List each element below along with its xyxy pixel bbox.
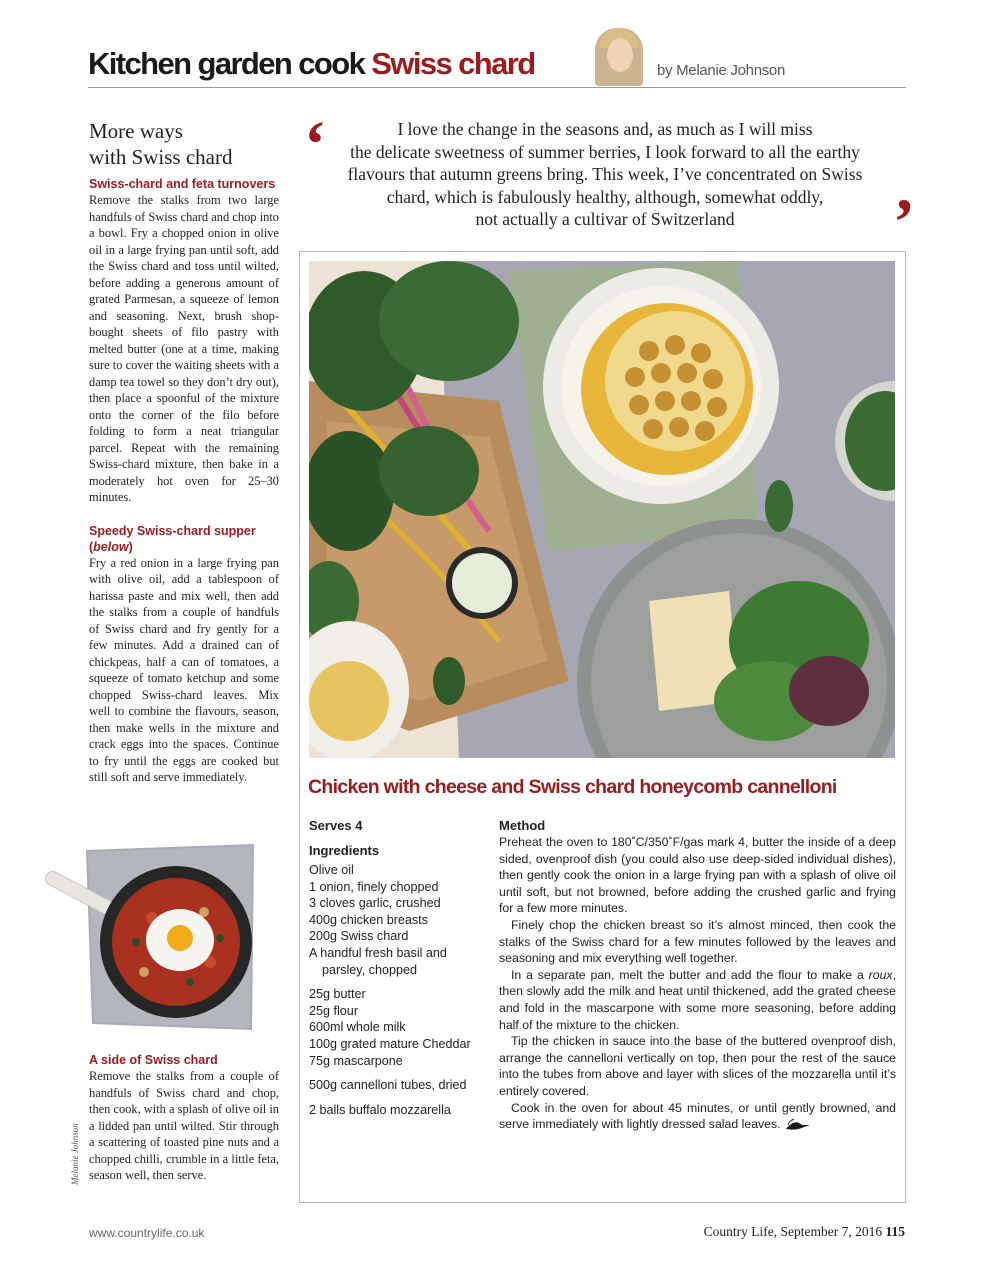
- turnovers-body: Remove the stalks from two large handfuls of Swiss chard and chop into a bowl. Fry a chopped onion in olive oil in a large frying pan until soft, add the Swiss chard and toss until wilted, before adding a generous amount of grated Parmesan, a squeeze of lemon and seasoning. Next, brush shop-bought sheets of filo pastry with melted butter (one at a time, making sure to cover the waiting sheets with a damp tea towel so they don’t dry out), then place a spoonful of the mixture onto the corner of the filo before folding to form a neat triangular parcel. Repeat with the remaining Swiss-chard mixture, then bake in a moderately hot oven for 25–30 minutes.: [89, 193, 279, 504]
- ingredient-item: 100g grated mature Cheddar: [309, 1036, 471, 1051]
- photo-credit: Melanie Johnson: [70, 1123, 80, 1185]
- peacock-end-icon: [784, 1119, 812, 1131]
- supper-section: [89, 523, 279, 786]
- method-step: Preheat the oven to 180˚C/350˚F/gas mark 4, butter the inside of a deep sided, ovenproof dish (you could also use deep-sided individual dishes), then gently cook the onion in a large frying pan with a splash of olive oil until soft, but not browned, before adding the crushed garlic and frying for a few more minutes.: [499, 835, 896, 916]
- method-step: Cook in the oven for about 45 minutes, or until gently browned, and serve immediately with lightly dressed salad leaves.: [499, 1100, 896, 1132]
- side-dish-section: [89, 1052, 279, 1184]
- turnovers-title: Swiss-chard and feta turnovers: [89, 177, 276, 191]
- topic-title: Swiss chard: [371, 46, 535, 81]
- column-title: Kitchen garden cook: [88, 46, 365, 81]
- open-quote-mark: ‘: [304, 108, 326, 181]
- ingredients-group-1: [309, 862, 489, 978]
- turnovers-section: [89, 176, 279, 506]
- page-header: [88, 40, 906, 88]
- ingredient-item: Olive oil: [309, 863, 354, 877]
- footer-issue: Country Life, September 7, 2016 115: [703, 1224, 905, 1239]
- cannelloni-photo: [309, 261, 895, 758]
- ingredient-item: 400g chicken breasts: [309, 912, 429, 927]
- method-step: Finely chop the chicken breast so it’s almost minced, then cook the stalks of the Swiss chard for a few minutes followed by the leaves and seasoning and mix everything well together.: [499, 917, 896, 966]
- byline: by Melanie Johnson: [657, 62, 786, 79]
- ingredients-column: [309, 818, 489, 1118]
- ingredients-group-2: [309, 986, 489, 1069]
- ingredient-item: 75g mascarpone: [309, 1053, 403, 1068]
- ingredient-item: 200g Swiss chard: [309, 929, 409, 944]
- ingredient-item: 3 cloves garlic, crushed: [309, 896, 441, 911]
- ingredients-label: Ingredients: [309, 843, 380, 858]
- shakshuka-pan-photo: [40, 842, 258, 1034]
- side-dish-title: A side of Swiss chard: [89, 1053, 218, 1067]
- page-title: [88, 46, 535, 82]
- sidebar-heading: More ways with Swiss chard: [89, 119, 233, 169]
- serves-label: Serves 4: [309, 818, 363, 833]
- ingredient-item: 600ml whole milk: [309, 1020, 406, 1035]
- close-quote-mark: ’: [893, 186, 915, 259]
- recipe-title: Chicken with cheese and Swiss chard honeycomb cannelloni: [308, 776, 837, 798]
- supper-title: Speedy Swiss-chard supper (below): [89, 523, 256, 554]
- ingredient-item: 1 onion, finely chopped: [309, 879, 439, 894]
- ingredient-item: A handful fresh basil and parsley, chopped: [309, 945, 447, 977]
- method-label: Method: [499, 818, 546, 833]
- ingredients-group-3: [309, 1077, 489, 1094]
- author-portrait: [595, 28, 643, 86]
- method-column: [499, 818, 896, 1133]
- ingredient-item: 2 balls buffalo mozzarella: [309, 1102, 451, 1117]
- pull-quote: I love the change in the seasons and, as much as I will miss the delicate sweetness of summer berries, I look forward to all the earthy flavours that autumn greens bring. This week, I’ve concentrated on Swiss chard, which is fabulously healthy, although, somewhat oddly, not actually a cultivar of Switzerland: [347, 119, 863, 229]
- sidebar-column: [89, 118, 279, 786]
- ingredients-group-4: [309, 1102, 489, 1119]
- ingredient-item: 25g butter: [309, 987, 366, 1002]
- page-number: 115: [885, 1224, 905, 1239]
- ingredient-item: 25g flour: [309, 1003, 359, 1018]
- footer-website: www.countrylife.co.uk: [89, 1226, 205, 1240]
- ingredient-item: 500g cannelloni tubes, dried: [309, 1078, 467, 1093]
- method-step: In a separate pan, melt the butter and add the flour to make a roux, then slowly add the milk and heat until thickened, add the grated cheese and fold in the mascarpone with some more seasoning, before adding half of the mixture to the chicken.: [499, 967, 896, 1032]
- supper-body: Fry a red onion in a large frying pan with olive oil, add a tablespoon of harissa paste and mix well, then add the stalks from a couple of handfuls of Swiss chard and fry gently for a few minutes. Add a drained can of chickpeas, half a can of tomatoes, a squeeze of tomato ketchup and some chopped Swiss-chard leaves. Mix well to combine the flavours, season, then make wells in the mixture and crack eggs into the spaces. Continue to fry until the eggs are cooked but still soft and serve immediately.: [89, 555, 279, 784]
- side-dish-body: Remove the stalks from a couple of handfuls of Swiss chard and chop, then cook, with a splash of olive oil in a lidded pan until wilted. Stir through a scattering of toasted pine nuts and a chopped chilli, crumble in a little feta, season well, then serve.: [89, 1069, 279, 1182]
- method-step: Tip the chicken in sauce into the base of the buttered ovenproof dish, arrange the cannelloni vertically on top, then pour the rest of the sauce into the tubes from above and layer with slices of the mozzarella until it’s entirely covered.: [499, 1034, 896, 1098]
